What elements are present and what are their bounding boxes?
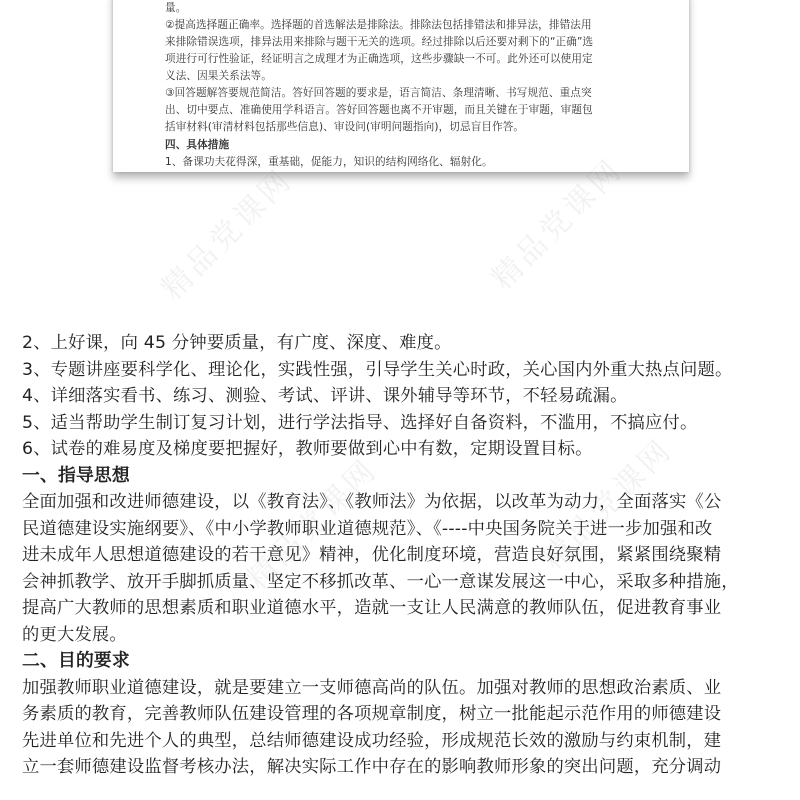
list-item: 3、专题讲座要科学化、理论化，实践性强，引导学生关心时政，关心国内外重大热点问题。 <box>22 359 733 380</box>
document-preview-card <box>113 0 689 172</box>
preview-line: 义法、因果关系法等。 <box>165 70 272 82</box>
paragraph-line: 进未成年人思想道德建设的若干意见》精神，优化制度环境，营造良好氛围，紧紧围绕聚精 <box>22 545 722 565</box>
paragraph-line: 会神抓教学、放开手脚抓质量、坚定不移抓改革、一心一意谋发展这一中心，采取多种措施， <box>22 571 739 592</box>
paragraph-line: 立一套师德建设监督考核办法，解决实际工作中存在的影响教师形象的突出问题，充分调动 <box>22 757 722 777</box>
preview-line: 1、备课功夫花得深，重基础，促能力，知识的结构网络化、辐射化。 <box>165 156 493 168</box>
watermark: 精品党课网 <box>534 431 680 577</box>
list-item: 5、适当帮助学生制订复习计划，进行学法指导、选择好自备资料，不滥用，不搞应付。 <box>22 412 698 433</box>
preview-line: ③回答题解答要规范简洁。答好回答题的要求是，语言简洁、条理清晰、书写规范、重点突 <box>165 87 592 99</box>
paragraph-line: 民道德建设实施纲要》、《中小学教师职业道德规范》、《----中央国务院关于进一步加强和改 <box>22 518 713 539</box>
preview-heading: 四、具体措施 <box>165 139 230 151</box>
paragraph-line: 提高广大教师的思想素质和职业道德水平，造就一支让人民满意的教师队伍，促进教育事业 <box>22 598 722 618</box>
preview-line: 量。 <box>165 2 187 14</box>
section-heading: 二、目的要求 <box>22 650 130 671</box>
watermark: 精品党课网 <box>154 161 300 307</box>
preview-content <box>165 0 657 171</box>
preview-line: 来排除错误选项，排异法用来排除与题干无关的选项。经过排除以后还要对剩下的“正确”选 <box>165 36 594 48</box>
document-body <box>22 330 784 781</box>
paragraph-line: 先进单位和先进个人的典型，总结师德建设成功经验，形成规范长效的激励与约束机制，建 <box>22 730 722 751</box>
paragraph-line: 加强教师职业道德建设，就是要建立一支师德高尚的队伍。加强对教师的思想政治素质、业 <box>22 677 722 698</box>
preview-line: 出、切中要点、准确使用学科语言。答好回答题也离不开审题，而且关键在于审题，审题包 <box>165 104 593 116</box>
preview-line: 项进行可行性验证，经证明言之成理才为正确选项，这些步骤缺一不可。此外还可以使用定 <box>165 53 593 65</box>
watermark: 精品党课网 <box>484 151 630 297</box>
preview-line: ②提高选择题正确率。选择题的首选解法是排除法。排除法包括排错法和排异法，排错法用 <box>165 19 592 31</box>
paragraph-line: 的更大发展。 <box>22 624 127 645</box>
paragraph-line: 全面加强和改进师德建设，以《教育法》、《教师法》为依据，以改革为动力，全面落实《公 <box>22 492 722 512</box>
section-heading: 一、指导思想 <box>22 464 130 486</box>
list-item: 6、试卷的难易度及梯度要把握好，教师要做到心中有数，定期设置目标。 <box>22 439 593 459</box>
preview-line: 括审材料(审清材料包括那些信息)、审设问(审明问题指向)，切忌盲目作答。 <box>165 121 525 133</box>
list-item: 2、上好课，向 45 分钟要质量，有广度、深度、难度。 <box>22 333 452 353</box>
paragraph-line: 务素质的教育，完善教师队伍建设管理的各项规章制度，树立一批能起示范作用的师德建设 <box>22 704 722 724</box>
watermark: 精品党课网 <box>239 451 385 597</box>
list-item: 4、详细落实看书、练习、测验、考试、评讲、课外辅导等环节，不轻易疏漏。 <box>22 386 628 406</box>
